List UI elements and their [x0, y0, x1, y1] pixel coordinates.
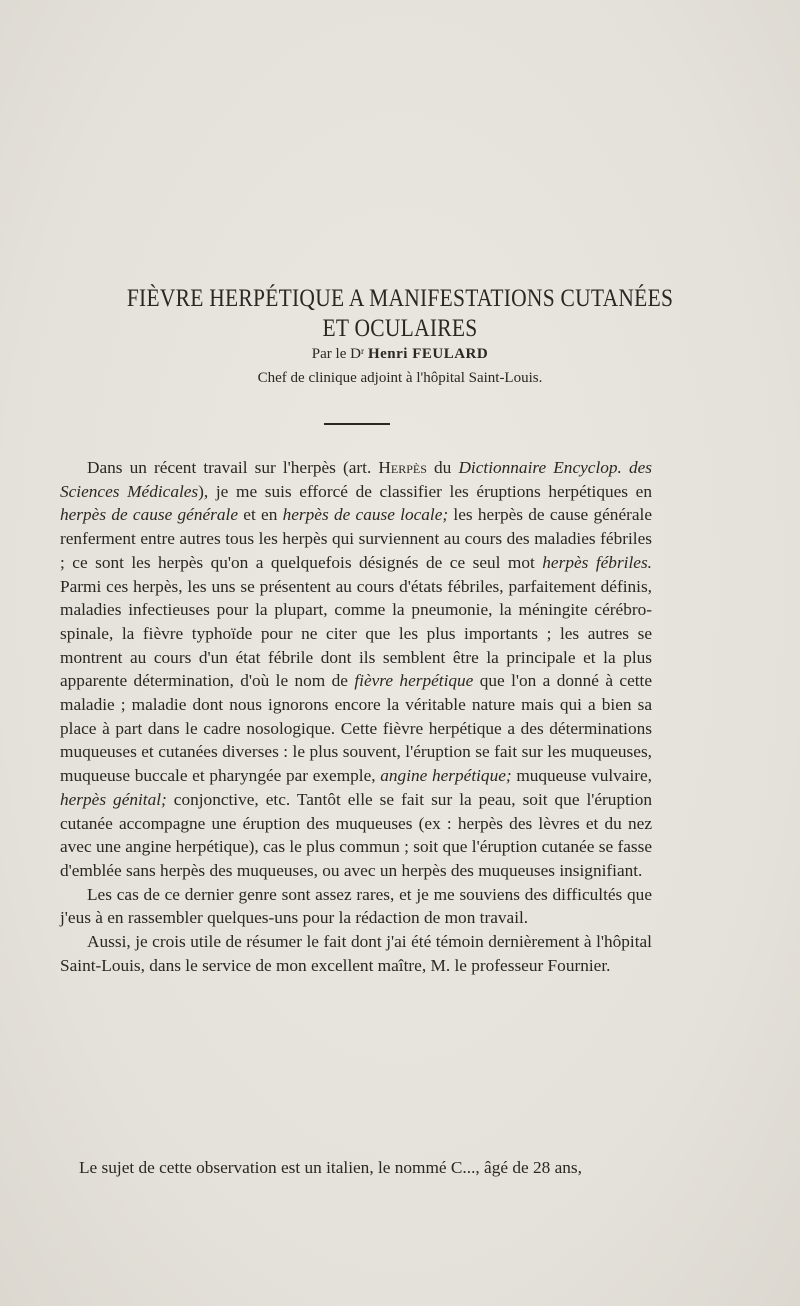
italic-term: herpès de cause générale: [60, 505, 239, 525]
article-body: [60, 456, 652, 977]
text-span: conjonctive, etc. Tantôt elle se fait sur la peau, soit que l'éruption cutanée accompagne une éruption des muqueuses (ex : herpès des lèvres et du nez avec une angine herpétique), cas le plus commun ; soit que l'éruption cutanée se fasse d'emblée sans herpès des muqueuses, ou avec un herpès des muqueuses insignifiant.: [60, 789, 652, 880]
text-span: les herpès de cause générale renferment entre autres tous les herpès qui surviennent au cours des maladies fébriles ; ce sont les herpès qu'on a quelquefois désignés de ce seul mot: [60, 505, 653, 572]
small-caps-term: Herpès: [378, 458, 427, 477]
italic-term: fièvre herpétique: [354, 671, 474, 691]
text-span: que l'on a donné à cette maladie ; maladie dont nous ignorons encore la véritable nature mais qui a bien sa place à part dans le cadre nosologique. Cette fièvre herpétique a des déterminations muqueuses et cutanées diverses : le plus souvent, l'éruption se fait sur les muqueuses, muqueuse buccale et pharyngée par exemple,: [60, 671, 653, 786]
paragraph-3: Aussi, je crois utile de résumer le fait dont j'ai été témoin dernièrement à l'hôpital Saint-Louis, dans le service de mon excellent maître, M. le professeur Fournier.: [60, 932, 652, 975]
italic-term: herpès de cause locale;: [282, 505, 449, 525]
text-span: Dans un récent travail sur l'herpès (art.: [87, 458, 379, 477]
title-line-1: FIÈVRE HERPÉTIQUE A MANIFESTATIONS CUTANÉES: [126, 285, 674, 312]
text-span: du: [426, 458, 459, 477]
text-span: ), je me suis efforcé de classifier les éruptions herpétiques en: [198, 481, 652, 501]
text-span: muqueuse vulvaire,: [511, 766, 653, 786]
paragraph-1: [60, 456, 652, 883]
paragraph-4: Le sujet de cette observation est un italien, le nommé C..., âgé de 28 ans,: [79, 1158, 582, 1177]
author-affiliation: Chef de clinique adjoint à l'hôpital Saint-Louis.: [257, 370, 543, 386]
title-line-2: ET OCULAIRES: [322, 315, 478, 342]
separator-rule: [324, 423, 390, 425]
text-span: et en: [238, 505, 283, 525]
byline: [0, 346, 800, 363]
italic-term: angine herpétique;: [380, 766, 512, 786]
article-title: [56, 284, 744, 344]
text-span: Parmi ces herpès, les uns se présentent au cours d'états fébriles, parfaitement définis, maladies infectieuses pour la plupart, comme la pneumonie, la méningite cérébro-spinale, la fièvre typhoïde pour ne citer que les plus importants ; les autres se montrent au cours d'un état fébrile dont ils semblent être la principale et la plus apparente détermination, d'où le nom de: [60, 576, 652, 691]
italic-term: herpès fébriles.: [542, 552, 652, 572]
italic-term: herpès génital;: [60, 789, 167, 809]
paragraph-2: Les cas de ce dernier genre sont assez rares, et je me souviens des difficultés que j'eus à en rassembler quelques-uns pour la rédaction de mon travail.: [60, 884, 652, 928]
author-name: Henri FEULARD: [367, 346, 489, 362]
byline-prefix: Par le Dʳ: [311, 346, 368, 362]
italic-citation: Dictionnaire Encyclop. des Sciences Médicales: [60, 458, 653, 501]
